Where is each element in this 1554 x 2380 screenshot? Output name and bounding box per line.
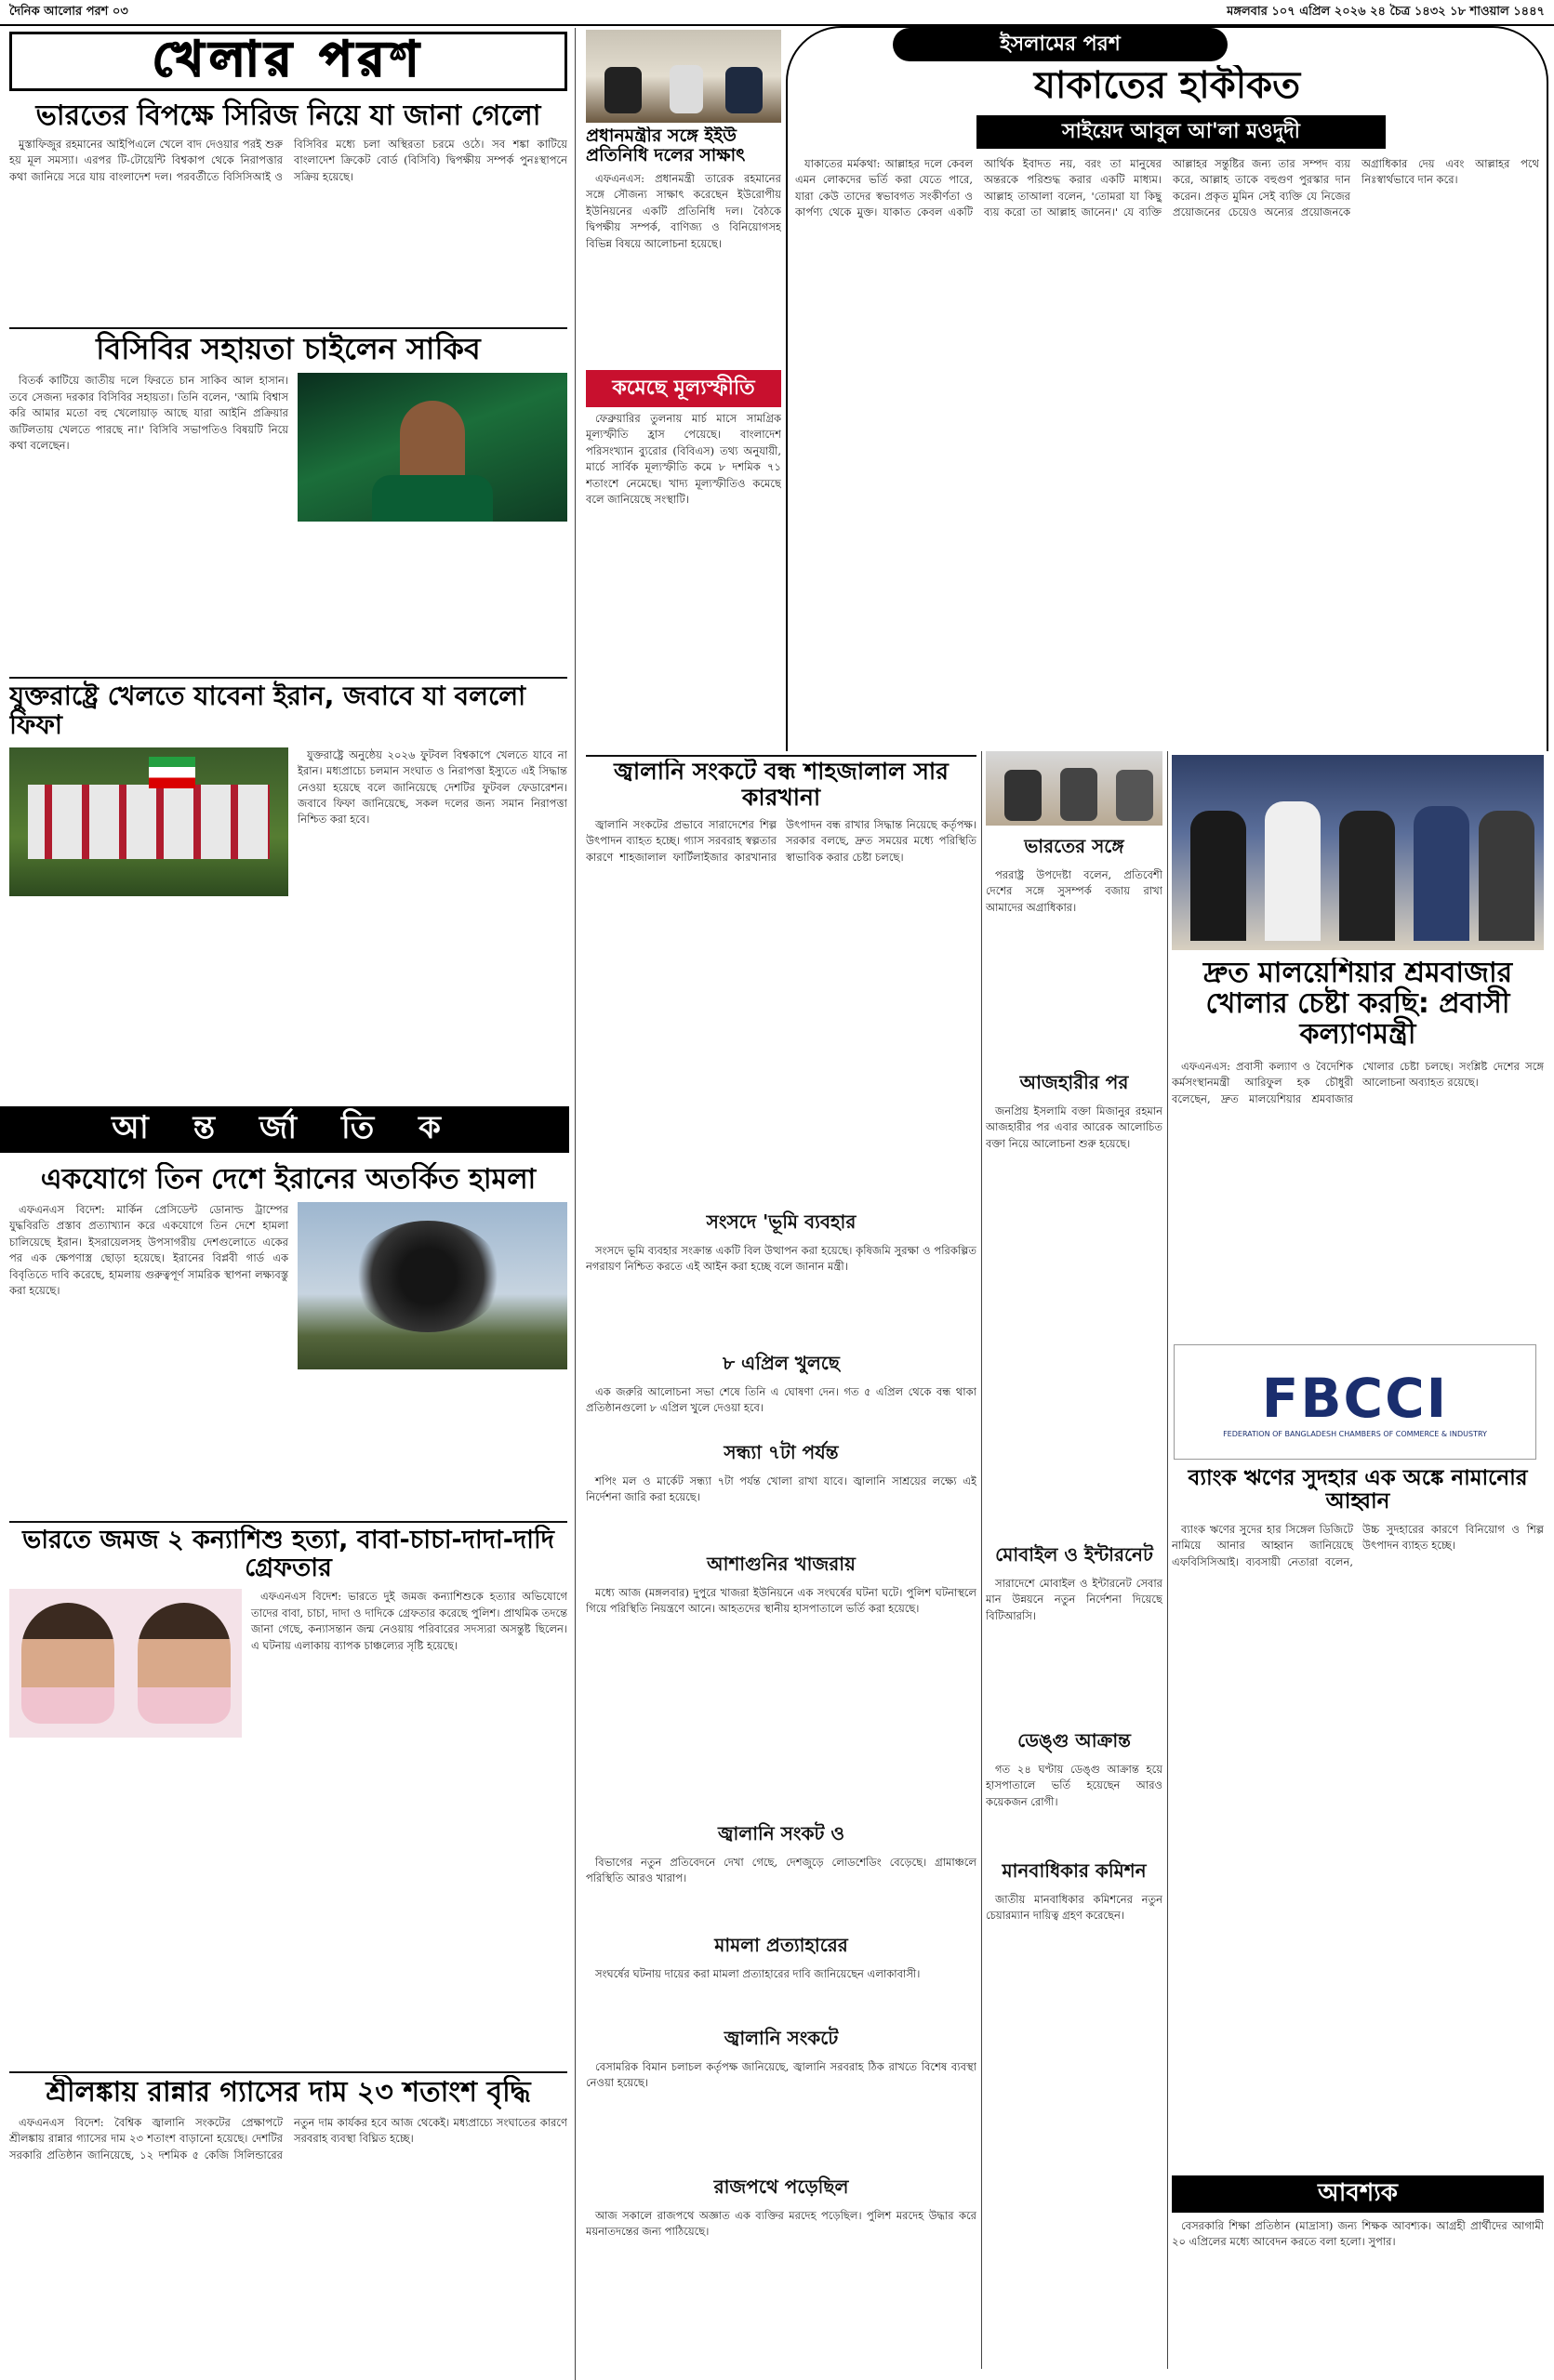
- parliament-story: [586, 1205, 976, 1344]
- energy-story: [586, 1817, 976, 1928]
- story-body: জ্বালানি সংকটের প্রভাবে সারাদেশের শিল্প উৎপাদন ব্যাহত হচ্ছে। গ্যাস সরবরাহ স্বল্পতার কারণে শাহজালাল ফার্টিলাইজার কারখানার উৎপাদন বন্ধ রাখার সিদ্ধান্ত নিয়েছে কর্তৃপক্ষ। সরকার বলছে, দ্রুত সময়ের মধ্যে পরিস্থিতি স্বাভাবিক করার চেষ্টা চলছে।: [586, 818, 976, 864]
- column-rule: [575, 28, 576, 2380]
- classified-ad-band: আবশ্যক: [1172, 2175, 1544, 2213]
- story-body: গত ২৪ ঘণ্টায় ডেঙ্গু আক্রান্ত হয়ে হাসপাতালে ভর্তি হয়েছেন আরও কয়েকজন রোগী।: [986, 1763, 1162, 1808]
- story-body: মধ্যে আজ (মঙ্গলবার) দুপুরে খাজরা ইউনিয়নে এক সংঘর্ষের ঘটনা ঘটে। পুলিশ ঘটনাস্থলে গিয়ে পরিস্থিতি নিয়ন্ত্রণে আনে। আহতদের স্থানীয় হাসপাতালে ভর্তি করা হয়েছে।: [586, 1586, 976, 1616]
- open-story: [586, 1346, 976, 1435]
- dengue-story: [986, 1724, 1162, 1854]
- divider: [9, 1521, 567, 1523]
- case-story: [586, 1928, 976, 2021]
- ad-body: বেসরকারি শিক্ষা প্রতিষ্ঠান (মাদ্রাসা) জন্য শিক্ষক আবশ্যক। আগ্রহী প্রার্থীদের আগামী ২০ এপ্রিলের মধ্যে আবেদন করতে বলা হলো। সুপার।: [1172, 2219, 1544, 2249]
- classified-ad: [1172, 2218, 1544, 2374]
- smoke-photo: [298, 1202, 567, 1369]
- story-body: জাতীয় মানবাধিকার কমিশনের নতুন চেয়ারম্যান দায়িত্ব গ্রহণ করেছেন।: [986, 1893, 1162, 1923]
- person-3: [725, 67, 763, 113]
- ashashuni-story: [586, 1547, 976, 1817]
- headline: যুক্তরাষ্ট্রে খেলতে যাবেনা ইরান, জবাবে যা বললো ফিফা: [9, 681, 526, 740]
- headline: সংসদে 'ভূমি ব্যবহার: [706, 1210, 857, 1233]
- energy2-story: [586, 2021, 976, 2170]
- person-2: [1060, 768, 1097, 821]
- headline: একযোগে তিন দেশে ইরানের অতর্কিত হামলা: [40, 1163, 537, 1196]
- pm-meeting-photo: [586, 30, 781, 123]
- fbcci-subtitle: FEDERATION OF BANGLADESH CHAMBERS OF COMMERCE & INDUSTRY: [1223, 1429, 1487, 1438]
- story-body: এফএনএস বিদেশ: বৈশ্বিক জ্বালানি সংকটের প্রেক্ষাপটে শ্রীলঙ্কায় রান্নার গ্যাসের দাম ২৩ শতাংশ বাড়ানো হয়েছে। দেশটির সরকারি প্রতিষ্ঠান জানিয়েছে, ১২ দশমিক ৫ কেজি সিলিন্ডারের নতুন দাম কার্যকর হবে আজ থেকেই। মধ্যপ্রাচ্যে সংঘাতের কারণে সরবরাহ ব্যবস্থা বিঘ্নিত হচ্ছে।: [9, 2116, 567, 2162]
- headline: জ্বালানি সংকটে বন্ধ শাহজালাল সার কারখানা: [614, 759, 949, 811]
- inflation-band: কমেছে মূল্যস্ফীতি: [586, 370, 781, 407]
- headline: ৮ এপ্রিল খুলছে: [723, 1352, 840, 1374]
- story-body: সংসদে ভূমি ব্যবহার সংক্রান্ত একটি বিল উত্থাপন করা হয়েছে। কৃষিজমি সুরক্ষা ও পরিকল্পিত নগরায়ণ নিশ্চিত করতে এই আইন করা হচ্ছে বলে জানান মন্ত্রী।: [586, 1244, 976, 1274]
- sports-story-2: [9, 331, 567, 675]
- international-section-band: আ ন্ত র্জা তি ক: [0, 1106, 569, 1153]
- story-body: জনপ্রিয় ইসলামি বক্তা মিজানুর রহমান আজহারীর পর এবার আরেক আলোচিত বক্তা নিয়ে আলোচনা শুরু হয়েছে।: [986, 1104, 1162, 1150]
- headline: আজহারীর পর: [1019, 1071, 1129, 1093]
- headline: বিসিবির সহায়তা চাইলেন সাকিব: [96, 331, 481, 366]
- smoke-plume: [353, 1221, 502, 1332]
- ministry-event-photo: [1172, 755, 1544, 950]
- person-1: [604, 67, 642, 113]
- person-5: [1479, 811, 1534, 941]
- islam-headline-box: [800, 65, 1534, 115]
- person-2: [670, 65, 703, 113]
- child-1: [21, 1603, 114, 1724]
- fbcci-logo-box: [1174, 1344, 1536, 1460]
- divider: [586, 755, 976, 757]
- story-body: যাকাতের মর্মকথা: আল্লাহর দলে কেবল এমন লোকদের ভর্তি করা যেতে পারে, যারা কেউ তাদের স্বভাবগত সংকীর্ণতা ও কার্পণ্য থেকে মুক্ত। যাকাত কেবল একটি আর্থিক ইবাদত নয়, বরং তা মানুষের অন্তরকে পরিশুদ্ধ করার একটি মাধ্যম। আল্লাহ তাআলা বলেন, 'তোমরা যা কিছু ব্যয় করো তা আল্লাহ জানেন।' যে ব্যক্তি আল্লাহর সন্তুষ্টির জন্য তার সম্পদ ব্যয় করে, আল্লাহ তাকে বহুগুণ পুরস্কার দান করেন। প্রকৃত মুমিন সেই ব্যক্তি যে নিজের প্রয়োজনের চেয়েও অন্যের প্রয়োজনকে অগ্রাধিকার দেয় এবং আল্লাহর পথে নিঃস্বার্থভাবে দান করে।: [795, 157, 1539, 219]
- person-3: [1116, 770, 1153, 821]
- fertilizer-story: [586, 759, 976, 1205]
- twins-photo: [9, 1589, 242, 1738]
- headline: জ্বালানি সংকটে: [724, 2027, 839, 2049]
- mobile-story: [986, 1538, 1162, 1724]
- headline: জ্বালানি সংকট ও: [717, 1822, 845, 1844]
- bank-loan-story: [1172, 1467, 1544, 2166]
- story-body: এফএনএস: প্রবাসী কল্যাণ ও বৈদেশিক কর্মসংস্থানমন্ত্রী আরিফুল হক চৌধুরী বলেছেন, দ্রুত মালয়েশিয়ার শ্রমবাজার খোলার চেষ্টা চলছে। সংশ্লিষ্ট দেশের সঙ্গে আলোচনা অব্যাহত রয়েছে।: [1172, 1060, 1544, 1105]
- islam-story: [795, 156, 1539, 744]
- story-body: আজ সকালে রাজপথে অজ্ঞাত এক ব্যক্তির মরদেহ পড়েছিল। পুলিশ মরদেহ উদ্ধার করে ময়নাতদন্তের জন্য পাঠিয়েছে।: [586, 2209, 976, 2239]
- paper-name-page: দৈনিক আলোর পরশ ০৩: [9, 4, 128, 19]
- shakib-photo: [298, 373, 567, 522]
- headline: যাকাতের হাকীকত: [1033, 65, 1301, 107]
- divider: [9, 327, 567, 329]
- person-2: [1265, 801, 1321, 941]
- headline: সন্ধ্যা ৭টা পর্যন্ত: [724, 1441, 839, 1463]
- sports-story-3: [9, 681, 567, 1099]
- player-figure: [400, 401, 465, 484]
- intl-story-2: [9, 1525, 567, 2069]
- iran-team-photo: [9, 747, 288, 896]
- headline: ভারতের সঙ্গে: [1024, 835, 1124, 857]
- column-rule: [1167, 751, 1168, 2369]
- issue-date: মঙ্গলবার ১০৭ এপ্রিল ২০২৬ ২৪ চৈত্র ১৪৩২ ১৮ শাওয়াল ১৪৪৭: [1227, 4, 1545, 19]
- malaysia-story: [1172, 958, 1544, 1339]
- azhari-story: [986, 1065, 1162, 1538]
- headline: ভারতের বিপক্ষে সিরিজ নিয়ে যা জানা গেলো: [35, 99, 541, 132]
- story-body: বেসামরিক বিমান চলাচল কর্তৃপক্ষ জানিয়েছে, জ্বালানি সরবরাহ ঠিক রাখতে বিশেষ ব্যবস্থা নেওয়া হয়েছে।: [586, 2060, 976, 2090]
- jersey-shape: [372, 475, 493, 522]
- story-body: এফএনএস বিদেশ: ভারতে দুই জমজ কন্যাশিশুকে হত্যার অভিযোগে তাদের বাবা, চাচা, দাদা ও দাদিকে গ্রেফতার করেছে পুলিশ। প্রাথমিক তদন্তে জানা গেছে, কন্যাসন্তান জন্ম নেওয়ায় পরিবারের সদস্যরা অসন্তুষ্ট ছিলেন। এ ঘটনায় এলাকায় ব্যাপক চাঞ্চল্যের সৃষ্টি হয়েছে।: [251, 1590, 567, 1652]
- story-body: ফেব্রুয়ারির তুলনায় মার্চ মাসে সামগ্রিক মূল্যস্ফীতি হ্রাস পেয়েছে। বাংলাদেশ পরিসংখ্যান ব্যুরোর (বিবিএস) তথ্য অনুযায়ী, মার্চে সার্বিক মূল্যস্ফীতি কমে ৮ দশমিক ৭১ শতাংশে নেমেছে। খাদ্য মূল্যস্ফীতিও কমেছে বলে জানিয়েছে সংস্থাটি।: [586, 412, 781, 507]
- sports-masthead: খেলার পরশ: [9, 32, 567, 91]
- headline: প্রধানমন্ত্রীর সঙ্গে ইইউ প্রতিনিধি দলের সাক্ষাৎ: [586, 126, 746, 165]
- author-band: সাইয়েদ আবুল আ'লা মওদুদী: [976, 115, 1386, 149]
- hr-commission-story: [986, 1854, 1162, 2369]
- headline: ডেঙ্গু আক্রান্ত: [1017, 1729, 1131, 1752]
- story-body: পররাষ্ট্র উপদেষ্টা বলেন, প্রতিবেশী দেশের সঙ্গে সুসম্পর্ক বজায় রাখা আমাদের অগ্রাধিকার।: [986, 868, 1162, 914]
- players-row: [28, 785, 270, 859]
- story-body: বিভাগের নতুন প্রতিবেদনে দেখা গেছে, দেশজুড়ে লোডশেডিং বেড়েছে। গ্রামাঞ্চলে পরিস্থিতি আরও খারাপ।: [586, 1856, 976, 1885]
- islam-section-tag: ইসলামের পরশ: [893, 28, 1228, 61]
- headline: শ্রীলঙ্কায় রান্নার গ্যাসের দাম ২৩ শতাংশ বৃদ্ধি: [46, 2076, 531, 2109]
- headline: মোবাইল ও ইন্টারনেট: [995, 1543, 1153, 1566]
- person-1: [1190, 811, 1246, 941]
- inflation-story: [586, 411, 781, 746]
- divider: [9, 2071, 567, 2073]
- column-rule: [981, 751, 982, 2369]
- pm-story: [586, 126, 781, 366]
- sports-story-1: [9, 97, 567, 329]
- headline: দ্রুত মালয়েশিয়ার শ্রমবাজার খোলার চেষ্টা করছি: প্রবাসী কল্যাণমন্ত্রী: [1202, 958, 1513, 1051]
- headline: মামলা প্রত্যাহারের: [714, 1934, 848, 1956]
- headline: মানবাধিকার কমিশন: [1002, 1859, 1147, 1882]
- intl-story-3: [9, 2075, 567, 2373]
- story-body: ব্যাংক ঋণের সুদের হার সিঙ্গেল ডিজিটে নামিয়ে আনার আহ্বান জানিয়েছে এফবিসিসিআই। ব্যবসায়ী নেতারা বলেন, উচ্চ সুদহারের কারণে বিনিয়োগ ও শিল্প উৎপাদন ব্যাহত হচ্ছে।: [1172, 1522, 1544, 1568]
- story-body: বিতর্ক কাটিয়ে জাতীয় দলে ফিরতে চান সাকিব আল হাসান। তবে সেজন্য দরকার বিসিবির সহায়তা। তিনি বলেন, 'আমি বিশ্বাস করি আমার মতো বহু খেলোয়াড় আছে যারা আইনি প্রক্রিয়ার জটিলতায় খেলতে পারছে না।' বিসিবি সভাপতিও বিষয়টি নিয়ে কথা বলেছেন।: [9, 374, 288, 453]
- story-body: মুস্তাফিজুর রহমানের আইপিএলে খেলে বাদ দেওয়ার পরই শুরু হয় মূল সমস্যা। এরপর টি-টোয়েন্টি বিশ্বকাপ থেকে নিরাপত্তার কথা জানিয়ে সরে যায় বাংলাদেশ দল। পরবর্তীতে বিসিসিআই ও বিসিবির মধ্যে চলা অস্থিরতা চরমে ওঠে। সব শঙ্কা কাটিয়ে বাংলাদেশ ক্রিকেট বোর্ড (বিসিবি) দ্বিপক্ষীয় সম্পর্ক পুনঃস্থাপনে সক্রিয় হয়েছে।: [9, 138, 567, 183]
- story-body: এফএনএস বিদেশ: মার্কিন প্রেসিডেন্ট ডোনাল্ড ট্রাম্পের যুদ্ধবিরতি প্রস্তাব প্রত্যাখ্যান করে একযোগে তিন দেশে হামলা চালিয়েছে ইরান। ইসরায়েলসহ উপসাগরীয় দেশগুলোতে একের পর এক ক্ষেপণাস্ত্র ছোড়া হয়েছে। ইরানের বিপ্লবী গার্ড এক বিবৃতিতে দাবি করেছে, হামলায় গুরুত্বপূর্ণ সামরিক স্থাপনা লক্ষ্যবস্তু করা হয়েছে।: [9, 1203, 288, 1298]
- road-story: [586, 2170, 976, 2374]
- child-2: [138, 1603, 231, 1724]
- story-body: এক জরুরি আলোচনা সভা শেষে তিনি এ ঘোষণা দেন। গত ৫ এপ্রিল থেকে বন্ধ থাকা প্রতিষ্ঠানগুলো ৮ এপ্রিল খুলে দেওয়া হবে।: [586, 1385, 976, 1415]
- india-story: [986, 829, 1162, 1062]
- evening-story: [586, 1435, 976, 1547]
- story-body: এফএনএস: প্রধানমন্ত্রী তারেক রহমানের সঙ্গে সৌজন্য সাক্ষাৎ করেছেন ইউরোপীয় ইউনিয়নের একটি প্রতিনিধি দল। বৈঠকে দ্বিপক্ষীয় সম্পর্ক, বাণিজ্য ও বিনিয়োগসহ বিভিন্ন বিষয়ে আলোচনা হয়েছে।: [586, 171, 781, 250]
- headline: ব্যাংক ঋণের সুদহার এক অঙ্কে নামানোর আহ্বান: [1188, 1467, 1528, 1514]
- person-1: [1004, 770, 1042, 821]
- divider: [9, 677, 567, 679]
- india-meeting-photo: [986, 751, 1162, 826]
- headline: ভারতে জমজ ২ কন্যাশিশু হত্যা, বাবা-চাচা-দাদা-দাদি গ্রেফতার: [22, 1526, 554, 1582]
- person-3: [1339, 811, 1395, 941]
- headline: রাজপথে পড়েছিল: [713, 2175, 849, 2198]
- iran-flag-icon: [149, 757, 195, 788]
- story-body: যুক্তরাষ্ট্রে অনুষ্ঠেয় ২০২৬ ফুটবল বিশ্বকাপে খেলতে যাবে না ইরান। মধ্যপ্রাচ্যে চলমান সংঘাত ও নিরাপত্তা ইস্যুতে এই সিদ্ধান্ত নেওয়া হয়েছে বলে জানিয়েছে দেশটির ফুটবল ফেডারেশন। জবাবে ফিফা জানিয়েছে, সকল দলের জন্য সমান নিরাপত্তা নিশ্চিত করা হবে।: [298, 747, 567, 826]
- person-4: [1414, 806, 1469, 941]
- story-body: সংঘর্ষের ঘটনায় দায়ের করা মামলা প্রত্যাহারের দাবি জানিয়েছেন এলাকাবাসী।: [595, 1967, 921, 1980]
- headline: আশাগুনির খাজরায়: [707, 1553, 856, 1575]
- story-body: শপিং মল ও মার্কেট সন্ধ্যা ৭টা পর্যন্ত খোলা রাখা যাবে। জ্বালানি সাশ্রয়ের লক্ষ্যে এই নির্দেশনা জারি করা হয়েছে।: [586, 1474, 976, 1504]
- intl-story-1: [9, 1162, 567, 1520]
- fbcci-logo: FBCCI: [1261, 1366, 1449, 1430]
- story-body: সারাদেশে মোবাইল ও ইন্টারনেট সেবার মান উন্নয়নে নতুন নির্দেশনা দিয়েছে বিটিআরসি।: [986, 1577, 1162, 1622]
